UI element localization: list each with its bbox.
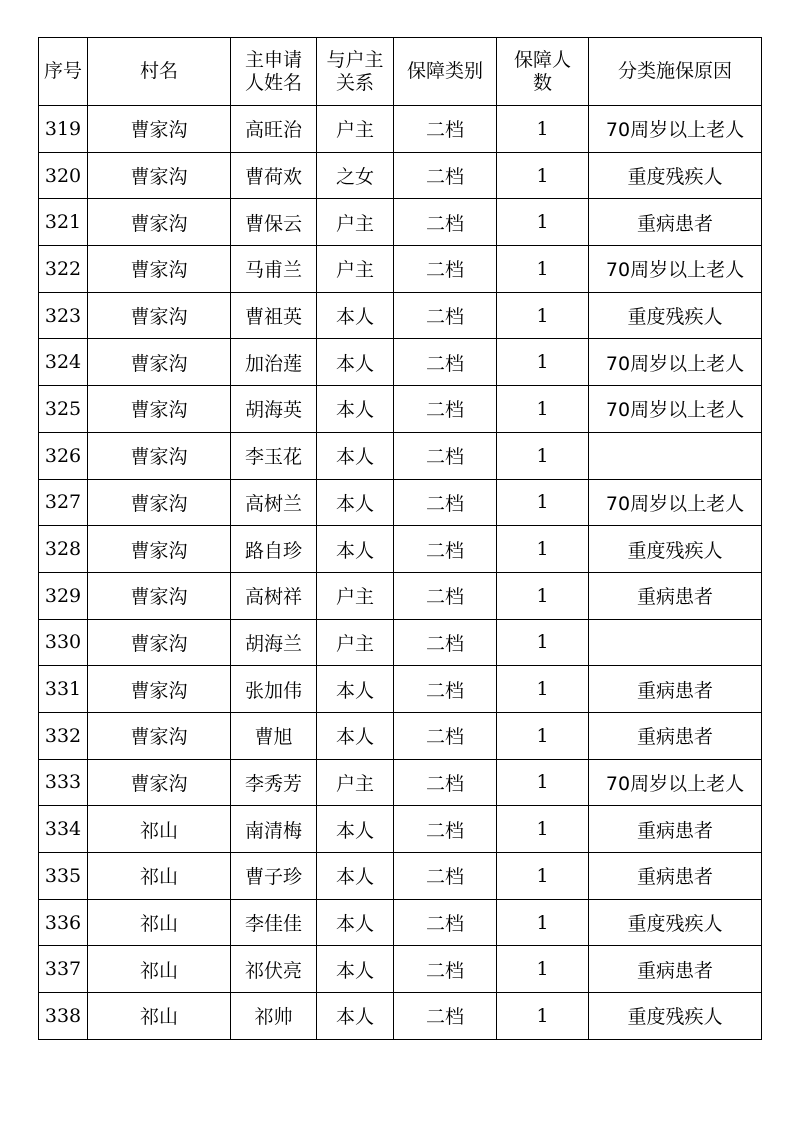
cell-applicant-name: 胡海英	[231, 386, 317, 433]
cell-applicant-name: 高树兰	[231, 479, 317, 526]
cell-applicant-name: 曹祖英	[231, 292, 317, 339]
cell-seq: 335	[39, 853, 88, 900]
cell-category: 二档	[394, 853, 497, 900]
cell-count: 1	[497, 246, 589, 293]
header-category	[394, 38, 497, 106]
cell-relation: 本人	[317, 432, 394, 479]
cell-seq: 329	[39, 572, 88, 619]
cell-relation: 本人	[317, 386, 394, 433]
cell-reason: 70周岁以上老人	[589, 339, 762, 386]
table-row	[39, 572, 762, 619]
cell-seq: 328	[39, 526, 88, 573]
cell-count: 1	[497, 806, 589, 853]
table-row	[39, 712, 762, 759]
cell-category: 二档	[394, 946, 497, 993]
cell-relation: 户主	[317, 759, 394, 806]
cell-relation: 户主	[317, 572, 394, 619]
cell-count: 1	[497, 432, 589, 479]
cell-applicant-name: 高旺治	[231, 106, 317, 153]
table-row	[39, 479, 762, 526]
cell-category: 二档	[394, 806, 497, 853]
cell-reason: 重度残疾人	[589, 526, 762, 573]
table-row	[39, 619, 762, 666]
cell-applicant-name: 祁帅	[231, 993, 317, 1040]
cell-applicant-name: 李佳佳	[231, 899, 317, 946]
table-row	[39, 666, 762, 713]
cell-seq: 327	[39, 479, 88, 526]
cell-reason: 重度残疾人	[589, 899, 762, 946]
cell-category: 二档	[394, 712, 497, 759]
cell-seq: 336	[39, 899, 88, 946]
cell-count: 1	[497, 993, 589, 1040]
cell-reason: 重病患者	[589, 666, 762, 713]
header-relation-line1: 与户主	[326, 48, 384, 71]
cell-village: 曹家沟	[88, 479, 231, 526]
cell-village: 曹家沟	[88, 386, 231, 433]
table-row	[39, 759, 762, 806]
cell-village: 曹家沟	[88, 759, 231, 806]
cell-count: 1	[497, 946, 589, 993]
cell-seq: 322	[39, 246, 88, 293]
cell-seq: 337	[39, 946, 88, 993]
cell-count: 1	[497, 666, 589, 713]
table-row	[39, 152, 762, 199]
table-row	[39, 339, 762, 386]
table-row	[39, 899, 762, 946]
cell-seq: 332	[39, 712, 88, 759]
header-reason	[589, 38, 762, 106]
table-row	[39, 106, 762, 153]
cell-reason: 重病患者	[589, 946, 762, 993]
header-applicant-line2: 人姓名	[244, 71, 302, 94]
cell-applicant-name: 李玉花	[231, 432, 317, 479]
cell-category: 二档	[394, 899, 497, 946]
cell-village: 曹家沟	[88, 152, 231, 199]
header-seq-label: 序号	[43, 60, 82, 82]
cell-village: 曹家沟	[88, 666, 231, 713]
cell-applicant-name: 曹子珍	[231, 853, 317, 900]
cell-village: 祁山	[88, 806, 231, 853]
cell-seq: 330	[39, 619, 88, 666]
table-row	[39, 993, 762, 1040]
cell-category: 二档	[394, 572, 497, 619]
assistance-roster-table	[38, 37, 762, 1040]
cell-category: 二档	[394, 339, 497, 386]
cell-relation: 户主	[317, 199, 394, 246]
cell-applicant-name: 曹荷欢	[231, 152, 317, 199]
cell-relation: 本人	[317, 292, 394, 339]
cell-category: 二档	[394, 246, 497, 293]
cell-applicant-name: 南清梅	[231, 806, 317, 853]
header-applicant	[231, 38, 317, 106]
cell-village: 曹家沟	[88, 246, 231, 293]
table-row	[39, 246, 762, 293]
cell-reason: 重病患者	[589, 853, 762, 900]
cell-reason: 重度残疾人	[589, 292, 762, 339]
cell-village: 曹家沟	[88, 432, 231, 479]
cell-applicant-name: 祁伏亮	[231, 946, 317, 993]
cell-count: 1	[497, 759, 589, 806]
header-count-line2: 数	[532, 71, 552, 94]
cell-category: 二档	[394, 152, 497, 199]
cell-count: 1	[497, 152, 589, 199]
cell-reason	[589, 432, 762, 479]
cell-village: 曹家沟	[88, 106, 231, 153]
cell-reason: 重病患者	[589, 572, 762, 619]
header-relation-line2: 关系	[335, 71, 374, 94]
cell-village: 祁山	[88, 853, 231, 900]
cell-applicant-name: 李秀芳	[231, 759, 317, 806]
cell-reason: 70周岁以上老人	[589, 106, 762, 153]
header-relation	[317, 38, 394, 106]
cell-relation: 本人	[317, 806, 394, 853]
cell-relation: 之女	[317, 152, 394, 199]
cell-village: 曹家沟	[88, 199, 231, 246]
cell-relation: 本人	[317, 526, 394, 573]
cell-count: 1	[497, 526, 589, 573]
cell-relation: 本人	[317, 666, 394, 713]
header-count-line1: 保障人	[513, 48, 571, 71]
table-row	[39, 199, 762, 246]
cell-relation: 本人	[317, 339, 394, 386]
header-seq	[39, 38, 88, 106]
cell-category: 二档	[394, 619, 497, 666]
cell-reason	[589, 619, 762, 666]
header-category-label: 保障类别	[406, 60, 483, 82]
cell-seq: 321	[39, 199, 88, 246]
cell-seq: 333	[39, 759, 88, 806]
cell-applicant-name: 加治莲	[231, 339, 317, 386]
roster-body	[39, 106, 762, 1040]
cell-count: 1	[497, 339, 589, 386]
cell-village: 曹家沟	[88, 712, 231, 759]
cell-relation: 本人	[317, 993, 394, 1040]
cell-relation: 本人	[317, 899, 394, 946]
cell-reason: 重度残疾人	[589, 993, 762, 1040]
table-row	[39, 386, 762, 433]
cell-category: 二档	[394, 106, 497, 153]
cell-reason: 重度残疾人	[589, 152, 762, 199]
cell-seq: 324	[39, 339, 88, 386]
cell-count: 1	[497, 853, 589, 900]
header-applicant-line1: 主申请	[244, 48, 302, 71]
cell-relation: 本人	[317, 712, 394, 759]
cell-village: 曹家沟	[88, 526, 231, 573]
cell-reason: 70周岁以上老人	[589, 386, 762, 433]
cell-relation: 本人	[317, 946, 394, 993]
table-row	[39, 806, 762, 853]
cell-seq: 338	[39, 993, 88, 1040]
cell-count: 1	[497, 712, 589, 759]
cell-category: 二档	[394, 432, 497, 479]
cell-village: 曹家沟	[88, 339, 231, 386]
table-row	[39, 853, 762, 900]
cell-category: 二档	[394, 759, 497, 806]
cell-applicant-name: 曹旭	[231, 712, 317, 759]
cell-relation: 户主	[317, 619, 394, 666]
cell-seq: 331	[39, 666, 88, 713]
cell-category: 二档	[394, 386, 497, 433]
cell-applicant-name: 张加伟	[231, 666, 317, 713]
cell-count: 1	[497, 199, 589, 246]
cell-relation: 本人	[317, 479, 394, 526]
header-row	[39, 38, 762, 106]
cell-count: 1	[497, 619, 589, 666]
cell-count: 1	[497, 292, 589, 339]
cell-reason: 70周岁以上老人	[589, 759, 762, 806]
cell-seq: 326	[39, 432, 88, 479]
cell-applicant-name: 路自珍	[231, 526, 317, 573]
cell-category: 二档	[394, 993, 497, 1040]
cell-seq: 323	[39, 292, 88, 339]
cell-category: 二档	[394, 479, 497, 526]
cell-village: 曹家沟	[88, 572, 231, 619]
cell-count: 1	[497, 106, 589, 153]
cell-village: 曹家沟	[88, 292, 231, 339]
header-village-label: 村名	[139, 60, 178, 82]
header-village	[88, 38, 231, 106]
cell-reason: 重病患者	[589, 806, 762, 853]
cell-applicant-name: 马甫兰	[231, 246, 317, 293]
table-row	[39, 946, 762, 993]
cell-category: 二档	[394, 666, 497, 713]
cell-count: 1	[497, 899, 589, 946]
cell-seq: 319	[39, 106, 88, 153]
cell-relation: 户主	[317, 246, 394, 293]
cell-category: 二档	[394, 292, 497, 339]
table-row	[39, 292, 762, 339]
cell-count: 1	[497, 386, 589, 433]
cell-village: 曹家沟	[88, 619, 231, 666]
cell-relation: 本人	[317, 853, 394, 900]
cell-seq: 334	[39, 806, 88, 853]
header-reason-label: 分类施保原因	[617, 60, 732, 82]
cell-applicant-name: 胡海兰	[231, 619, 317, 666]
cell-category: 二档	[394, 199, 497, 246]
cell-reason: 重病患者	[589, 199, 762, 246]
table-row	[39, 432, 762, 479]
cell-reason: 重病患者	[589, 712, 762, 759]
cell-seq: 320	[39, 152, 88, 199]
cell-relation: 户主	[317, 106, 394, 153]
cell-reason: 70周岁以上老人	[589, 246, 762, 293]
header-count	[497, 38, 589, 106]
cell-applicant-name: 高树祥	[231, 572, 317, 619]
cell-village: 祁山	[88, 946, 231, 993]
cell-category: 二档	[394, 526, 497, 573]
cell-village: 祁山	[88, 899, 231, 946]
cell-applicant-name: 曹保云	[231, 199, 317, 246]
cell-reason: 70周岁以上老人	[589, 479, 762, 526]
cell-village: 祁山	[88, 993, 231, 1040]
cell-seq: 325	[39, 386, 88, 433]
cell-count: 1	[497, 572, 589, 619]
cell-count: 1	[497, 479, 589, 526]
table-row	[39, 526, 762, 573]
